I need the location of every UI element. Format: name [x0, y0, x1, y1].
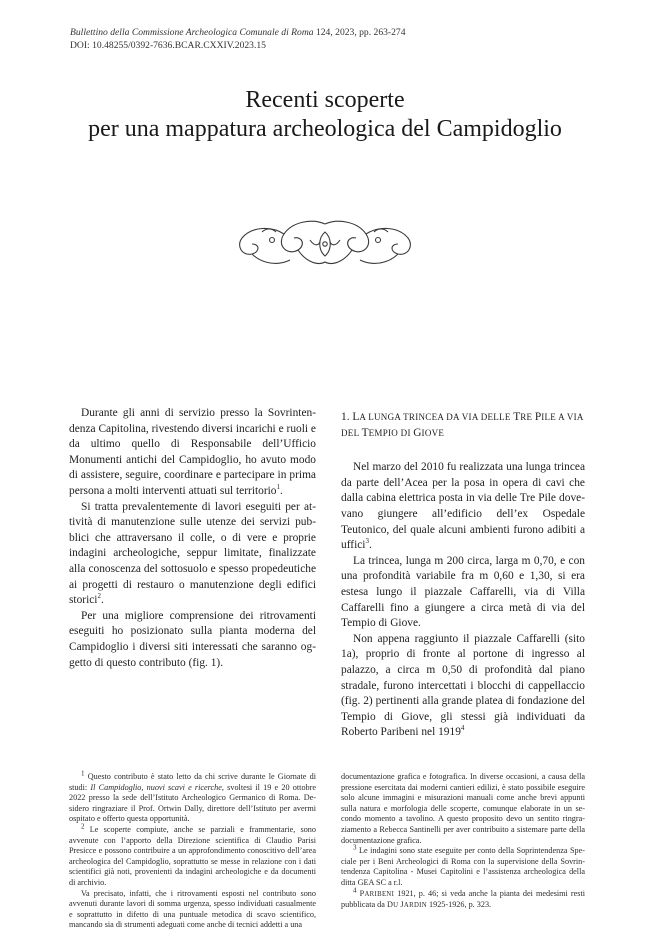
paragraph-end: . — [368, 539, 372, 552]
author-small-caps: PARIBENI — [359, 888, 395, 898]
left-column — [69, 406, 316, 671]
doi: DOI: 10.48255/0392-7636.BCAR.CXXIV.2023.15 — [70, 40, 266, 51]
decorative-ornament — [232, 216, 418, 272]
footnote-ref[interactable]: 1 — [276, 483, 281, 492]
footnote-number: 4 — [353, 885, 357, 894]
heading-cap: P — [534, 411, 542, 423]
paragraph — [69, 500, 316, 609]
paragraph-text: Nel marzo del 2010 fu realizzata una lunga trincea da parte dell’Acea per la posa in opera di cavi che dalla cabina elettrica posta in via delle Tre Pile dovevano giungere all’edificio dell’ex Ospedale Teutonico, del quale alcuni ambienti furono adibiti a uffici — [341, 461, 585, 552]
heading-cap: L — [352, 411, 360, 423]
heading-small-caps: IOVE — [421, 427, 445, 438]
footnote-number: 1 — [81, 769, 85, 778]
footnote-italic: Il Campidoglio, nuovi scavi e ricerche — [90, 782, 222, 792]
footnote-text: Le indagini sono state eseguite per conto della Soprintendenza Speciale per i Beni Archeologici di Roma con la supervisione della Sovrintendenza Capitolina - Musei Capitolini e l’assistenza archeologica della ditta GEA SC a r.l. — [341, 846, 585, 887]
footnote — [341, 885, 585, 912]
footnote — [69, 822, 316, 889]
section-heading — [341, 410, 585, 441]
footnotes-right — [341, 772, 585, 912]
paragraph-end: . — [280, 484, 283, 497]
paragraph — [341, 632, 585, 741]
footnote-continued: Va precisato, infatti, che i ritrovamenti esposti nel contributo sono avvenuti durante lavori di somma urgenza, spesso individuati casualmente e soprattutto in difetto di una puntuale metodica di scavo scientifico, mancando sia di strumenti adeguati come anche di tecnici addetti a una — [69, 888, 316, 930]
section-number: 1. — [341, 411, 353, 423]
footnote-number: 3 — [353, 843, 357, 852]
paragraph-end: . — [100, 594, 104, 607]
author-small-caps: DU JARDIN — [386, 900, 427, 910]
paragraph-text: Non appena raggiunto il piazzale Caffarelli (sito 1a), proprio di fronte al portone di ingresso al palazzo, a circa m 0,50 di profondità dal piano stradale, furono intercettati i blocchi di cappellaccio (fig. 2) pertinenti alla grande platea di fondazione del Tempio di Giove, gli stessi già individuati da Roberto Paribeni nel 1919 — [341, 632, 585, 739]
heading-small-caps: EMPIO DI — [368, 427, 414, 438]
footnote-number: 2 — [81, 822, 85, 831]
footnote-text: Le scoperte compiute, anche se parziali e frammentarie, sono avvenute con l’apporto della Direzione scientifica di Claudio Parisi Presicce e possono contribuire a un approfondimento conoscitivo dell’area archeologica del Campidoglio, soprattutto se messe in relazione con i dati scientifici già noti, provenienti da indagini archeologiche e da documenti di archivio. — [69, 824, 316, 887]
heading-small-caps: ILE A VIA DEL — [341, 412, 584, 438]
right-column — [341, 410, 585, 741]
footnotes-left — [69, 769, 316, 931]
running-header — [70, 26, 406, 52]
journal-citation — [70, 26, 406, 39]
footnote-text: 1921, p. 46; si veda anche la pianta dei medesimi resti pubblicata da — [341, 888, 585, 910]
footnote-continued: documentazione grafica e fotografica. In diverse occasioni, a causa della pressione esercitata dai moderni cantieri edilizi, è stato possibile eseguire solo alcune immagini e misurazioni manuali come anche brevi appunti sulla natura e morfologia delle scoperte, comunque elaborate in un secondo momento a tavolino. A questo proposito devo un sentito ringraziamento a Rebecca Santinelli per aver contribuito a sistemare parte della documentazione grafica. — [341, 772, 585, 845]
footnote-text: 1925-1926, p. 323. — [426, 900, 492, 910]
footnote — [69, 769, 316, 825]
journal-volume-pages: 124, 2023, pp. 263-274 — [313, 27, 406, 38]
footnote-text: Questo contributo è stato letto da chi scrive durante le Giornate di studi: — [69, 772, 316, 792]
footnote-ref[interactable]: 2 — [97, 592, 101, 601]
article-title — [40, 86, 610, 144]
title-line-1: Recenti scoperte — [245, 87, 405, 113]
paragraph-text: Si tratta prevalentemente di lavori eseguiti per attività di manutenzione sulle utenze dei servizi pubblici che attraversano il colle, o di vere e proprie indagini archeologiche, seppur limitate, finalizzate alla conoscenza del sottosuolo e spesso propedeutiche ai progetti di restauro o manutenzione degli edifici storici — [69, 500, 316, 607]
title-line-2: per una mappatura archeologica del Campidoglio — [88, 116, 562, 142]
paragraph — [69, 406, 316, 500]
paragraph: Per una migliore comprensione dei ritrovamenti eseguiti ho posizionato sulla pianta moderna del Campidoglio i diversi siti interessati che saranno oggetto di questo contributo (fig. 1). — [69, 609, 316, 669]
paragraph: La trincea, lunga m 200 circa, larga m 0,70, e con una profondità variabile fra m 0,60 e 1,30, si era estesa lungo il piazzale Caffarelli, via di Villa Caffarelli fino a giungere a circa metà di via del Tempio di Giove. — [341, 554, 585, 630]
paragraph — [341, 460, 585, 554]
footnote-ref[interactable]: 3 — [365, 537, 369, 546]
heading-cap: T — [513, 411, 521, 423]
paragraph-text: Durante gli anni di servizio presso la Sovrintendenza Capitolina, rivestendo diversi incarichi e ruoli e da ultimo quello di Responsabile dell’Ufficio Monumenti antichi del Campidoglio, ho avuto modo di assistere, seguire, coordinare e partecipare in prima persona a molti interventi attuati sul territorio — [69, 407, 316, 497]
heading-cap: T — [361, 426, 369, 439]
heading-small-caps: RE — [520, 412, 535, 422]
heading-cap: G — [413, 426, 422, 439]
journal-title: Bullettino della Commissione Archeologica Comunale di Roma — [70, 27, 314, 38]
footnote — [341, 843, 585, 888]
heading-small-caps: A LUNGA TRINCEA DA VIA DELLE — [359, 412, 514, 422]
footnote-ref[interactable]: 4 — [460, 724, 465, 733]
footnote-text: , svoltesi il 19 e 20 ottobre 2022 presso la sede dell’Istituto Archeologico Germanico di Roma. Desidero ringraziare il Prof. Ortwin Dally, direttore dell’Istituto per avermi ospitato e offerto questa opportunità. — [69, 782, 316, 824]
